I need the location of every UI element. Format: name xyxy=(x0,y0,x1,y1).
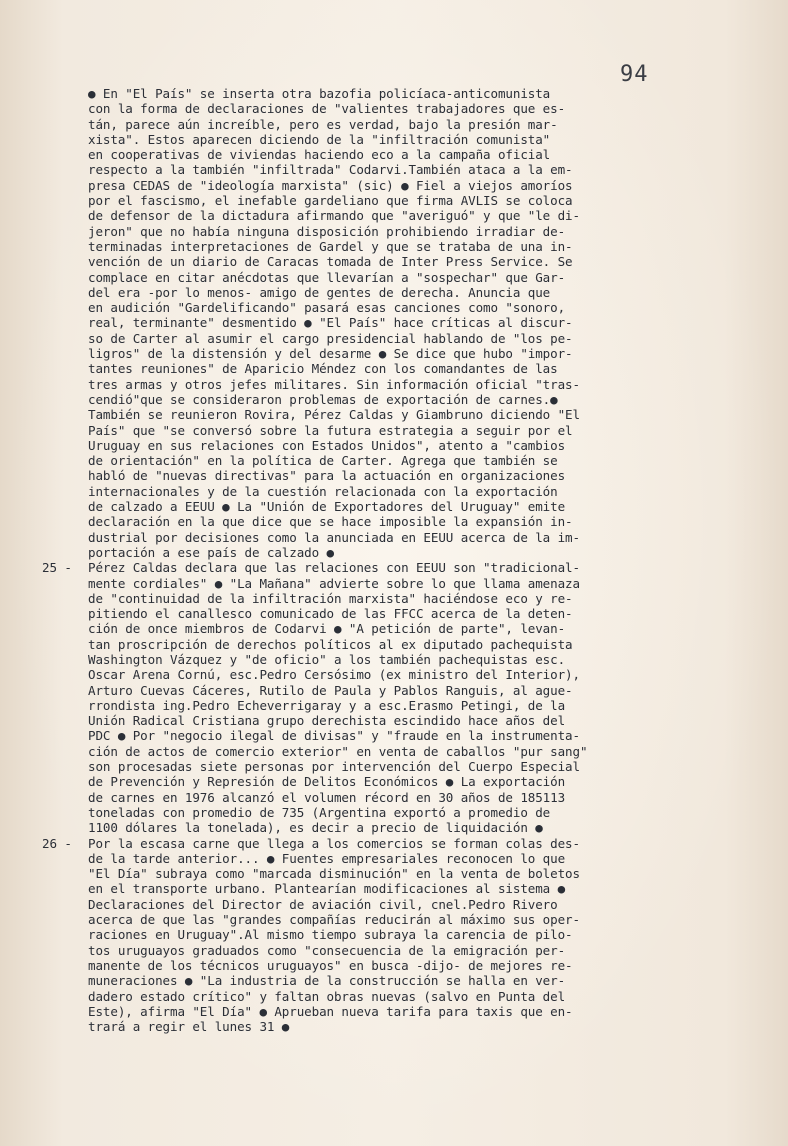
line-text: muneraciones ● "La industria de la construcción se halla en ver- xyxy=(88,973,566,989)
line-text: internacionales y de la cuestión relacionada con la exportación xyxy=(88,483,558,499)
text-line xyxy=(88,866,688,881)
line-text: Por la escasa carne que llega a los comercios se forman colas des- xyxy=(88,835,580,851)
text-line xyxy=(88,468,688,483)
line-text: presa CEDAS de "ideología marxista" (sic) ● Fiel a viejos amoríos xyxy=(88,177,573,193)
page-number: 94 xyxy=(620,62,649,87)
text-line xyxy=(88,254,688,269)
text-line xyxy=(88,361,688,376)
text-line xyxy=(88,912,688,927)
text-line xyxy=(88,943,688,958)
line-text: Washington Vázquez y "de oficio" a los también pachequistas esc. xyxy=(88,651,566,667)
line-text: pitiendo el canallesco comunicado de las FFCC acerca de la deten- xyxy=(88,606,573,622)
line-text: respecto a la también "infiltrada" Codarvi.También ataca a la em- xyxy=(88,162,573,178)
line-text: ción de actos de comercio exterior" en venta de caballos "pur sang" xyxy=(88,743,588,759)
text-line xyxy=(88,346,688,361)
text-line xyxy=(88,407,688,422)
text-line xyxy=(88,591,688,606)
text-line xyxy=(88,117,688,132)
line-text: trará a regir el lunes 31 ● xyxy=(88,1019,290,1035)
text-line xyxy=(88,728,688,743)
line-text: mente cordiales" ● "La Mañana" advierte sobre lo que llama amenaza xyxy=(88,575,580,591)
line-text: toneladas con promedio de 735 (Argentina exportó a promedio de xyxy=(88,804,551,820)
text-line xyxy=(88,713,688,728)
text-line xyxy=(88,484,688,499)
text-line xyxy=(88,973,688,988)
text-line xyxy=(88,162,688,177)
line-text: Declaraciones del Director de aviación civil, cnel.Pedro Rivero xyxy=(88,896,558,912)
line-text: de Prevención y Represión de Delitos Económicos ● La exportación xyxy=(88,774,566,790)
text-line xyxy=(88,530,688,545)
text-line xyxy=(88,300,688,315)
text-line xyxy=(88,331,688,346)
text-line xyxy=(88,224,688,239)
text-line xyxy=(88,1019,688,1034)
line-text: terminadas interpretaciones de Gardel y que se trataba de una in- xyxy=(88,238,573,254)
line-text: "El Día" subraya como "marcada disminución" en la venta de boletos xyxy=(88,866,580,882)
line-text: Pérez Caldas declara que las relaciones con EEUU son "tradicional- xyxy=(88,560,580,576)
line-text: tán, parece aún increíble, pero es verdad, bajo la presión mar- xyxy=(88,116,558,132)
text-line xyxy=(88,86,688,101)
line-text: declaración en la que dice que se hace imposible la expansión in- xyxy=(88,514,573,530)
text-line xyxy=(88,744,688,759)
line-text: de carnes en 1976 alcanzó el volumen récord en 30 años de 185113 xyxy=(88,789,566,805)
text-line xyxy=(88,897,688,912)
line-text: portación a ese país de calzado ● xyxy=(88,544,334,560)
text-line xyxy=(88,285,688,300)
text-line xyxy=(88,239,688,254)
text-line xyxy=(88,453,688,468)
line-text: Uruguay en sus relaciones con Estados Unidos", atento a "cambios xyxy=(88,437,566,453)
line-text: acerca de que las "grandes compañías reducirán al máximo sus oper- xyxy=(88,912,580,928)
line-text: rrondista ing.Pedro Echeverrigaray y a esc.Erasmo Petingi, de la xyxy=(88,697,566,713)
text-line xyxy=(88,790,688,805)
line-text: cendió"que se consideraron problemas de exportación de carnes.● xyxy=(88,391,558,407)
line-text: raciones en Uruguay".Al mismo tiempo subraya la carencia de pilo- xyxy=(88,927,573,943)
date-margin-marker: 26 - xyxy=(42,835,72,851)
line-text: por el fascismo, el inefable gardeliano que firma AVLIS se coloca xyxy=(88,193,573,209)
line-text: También se reunieron Rovira, Pérez Caldas y Giambruno diciendo "El xyxy=(88,407,580,423)
line-text: manente de los técnicos uruguayos" en busca -dijo- de mejores re- xyxy=(88,957,573,973)
text-line xyxy=(88,652,688,667)
line-text: de la tarde anterior... ● Fuentes empresariales reconocen lo que xyxy=(88,850,566,866)
text-line xyxy=(88,637,688,652)
text-line xyxy=(88,576,688,591)
text-line xyxy=(88,805,688,820)
text-line xyxy=(88,774,688,789)
text-line xyxy=(88,881,688,896)
text-line xyxy=(88,438,688,453)
line-text: tantes reuniones" de Aparicio Méndez con los comandantes de las xyxy=(88,361,558,377)
line-text: de "continuidad de la infiltración marxista" haciéndose eco y re- xyxy=(88,590,573,606)
text-line xyxy=(88,989,688,1004)
text-line xyxy=(88,958,688,973)
line-text: complace en citar anécdotas que llevarían a "sospechar" que Gar- xyxy=(88,269,566,285)
line-text: dustrial por decisiones como la anunciada en EEUU acerca de la im- xyxy=(88,529,580,545)
line-text: real, terminante" desmentido ● "El País" hace críticas al discur- xyxy=(88,315,573,331)
line-text: ● En "El País" se inserta otra bazofia policíaca-anticomunista xyxy=(88,86,551,101)
line-text: ligros" de la distensión y del desarme ● Se dice que hubo "impor- xyxy=(88,346,573,362)
line-text: de orientación" en la política de Carter. Agrega que también se xyxy=(88,453,558,469)
text-body xyxy=(42,86,688,1035)
line-text: Este), afirma "El Día" ● Aprueban nueva tarifa para taxis que en- xyxy=(88,1003,573,1019)
text-line xyxy=(88,499,688,514)
line-text: so de Carter al asumir el cargo presidencial hablando de "los pe- xyxy=(88,330,573,346)
text-line xyxy=(88,132,688,147)
text-line xyxy=(88,621,688,636)
line-text: de calzado a EEUU ● La "Unión de Exportadores del Uruguay" emite xyxy=(88,499,566,515)
text-line xyxy=(88,820,688,835)
line-text: vención de un diario de Caracas tomada de Inter Press Service. Se xyxy=(88,254,573,270)
line-text: ción de once miembros de Codarvi ● "A petición de parte", levan- xyxy=(88,621,566,637)
line-text: tres armas y otros jefes militares. Sin información oficial "tras- xyxy=(88,376,580,392)
text-line xyxy=(88,851,688,866)
line-text: Arturo Cuevas Cáceres, Rutilo de Paula y Pablos Ranguis, al ague- xyxy=(88,682,573,698)
line-text: tan proscripción de derechos políticos al ex diputado pachequista xyxy=(88,636,573,652)
text-line xyxy=(88,377,688,392)
line-text: tos uruguayos graduados como "consecuencia de la emigración per- xyxy=(88,942,566,958)
text-line xyxy=(88,193,688,208)
line-text: Oscar Arena Cornú, esc.Pedro Cersósimo (ex ministro del Interior), xyxy=(88,667,580,683)
text-line xyxy=(88,698,688,713)
line-text: con la forma de declaraciones de "valientes trabajadores que es- xyxy=(88,101,566,117)
text-line xyxy=(88,423,688,438)
line-text: dadero estado crítico" y faltan obras nuevas (salvo en Punta del xyxy=(88,988,566,1004)
text-line xyxy=(88,606,688,621)
text-line xyxy=(88,270,688,285)
line-text: de defensor de la dictadura afirmando que "averiguó" y que "le di- xyxy=(88,208,580,224)
text-line xyxy=(88,178,688,193)
line-text: PDC ● Por "negocio ilegal de divisas" y "fraude en la instrumenta- xyxy=(88,728,580,744)
text-line xyxy=(88,101,688,116)
text-line xyxy=(88,927,688,942)
text-line xyxy=(88,683,688,698)
date-margin-marker: 25 - xyxy=(42,560,72,576)
line-text: habló de "nuevas directivas" para la actuación en organizaciones xyxy=(88,468,566,484)
text-line xyxy=(88,147,688,162)
text-line xyxy=(88,392,688,407)
line-text: en audición "Gardelificando" pasará esas canciones como "sonoro, xyxy=(88,300,566,316)
line-text: del era -por lo menos- amigo de gentes de derecha. Anuncia que xyxy=(88,284,551,300)
line-text: en el transporte urbano. Plantearían modificaciones al sistema ● xyxy=(88,881,566,897)
line-text: son procesadas siete personas por intervención del Cuerpo Especial xyxy=(88,759,580,775)
text-line xyxy=(88,545,688,560)
text-line xyxy=(88,315,688,330)
line-text: Unión Radical Cristiana grupo derechista escindido hace años del xyxy=(88,713,566,729)
line-text: País" que "se conversó sobre la futura estrategia a seguir por el xyxy=(88,422,573,438)
text-line xyxy=(88,208,688,223)
text-line xyxy=(88,1004,688,1019)
text-line xyxy=(88,667,688,682)
line-text: jeron" que no había ninguna disposición prohibiendo irradiar de- xyxy=(88,223,566,239)
text-line xyxy=(42,560,688,576)
text-line xyxy=(88,514,688,529)
text-line xyxy=(88,759,688,774)
line-text: 1100 dólares la tonelada), es decir a precio de liquidación ● xyxy=(88,820,543,836)
text-line xyxy=(42,835,688,851)
line-text: xista". Estos aparecen diciendo de la "infiltración comunista" xyxy=(88,131,551,147)
line-text: en cooperativas de viviendas haciendo eco a la campaña oficial xyxy=(88,147,551,163)
